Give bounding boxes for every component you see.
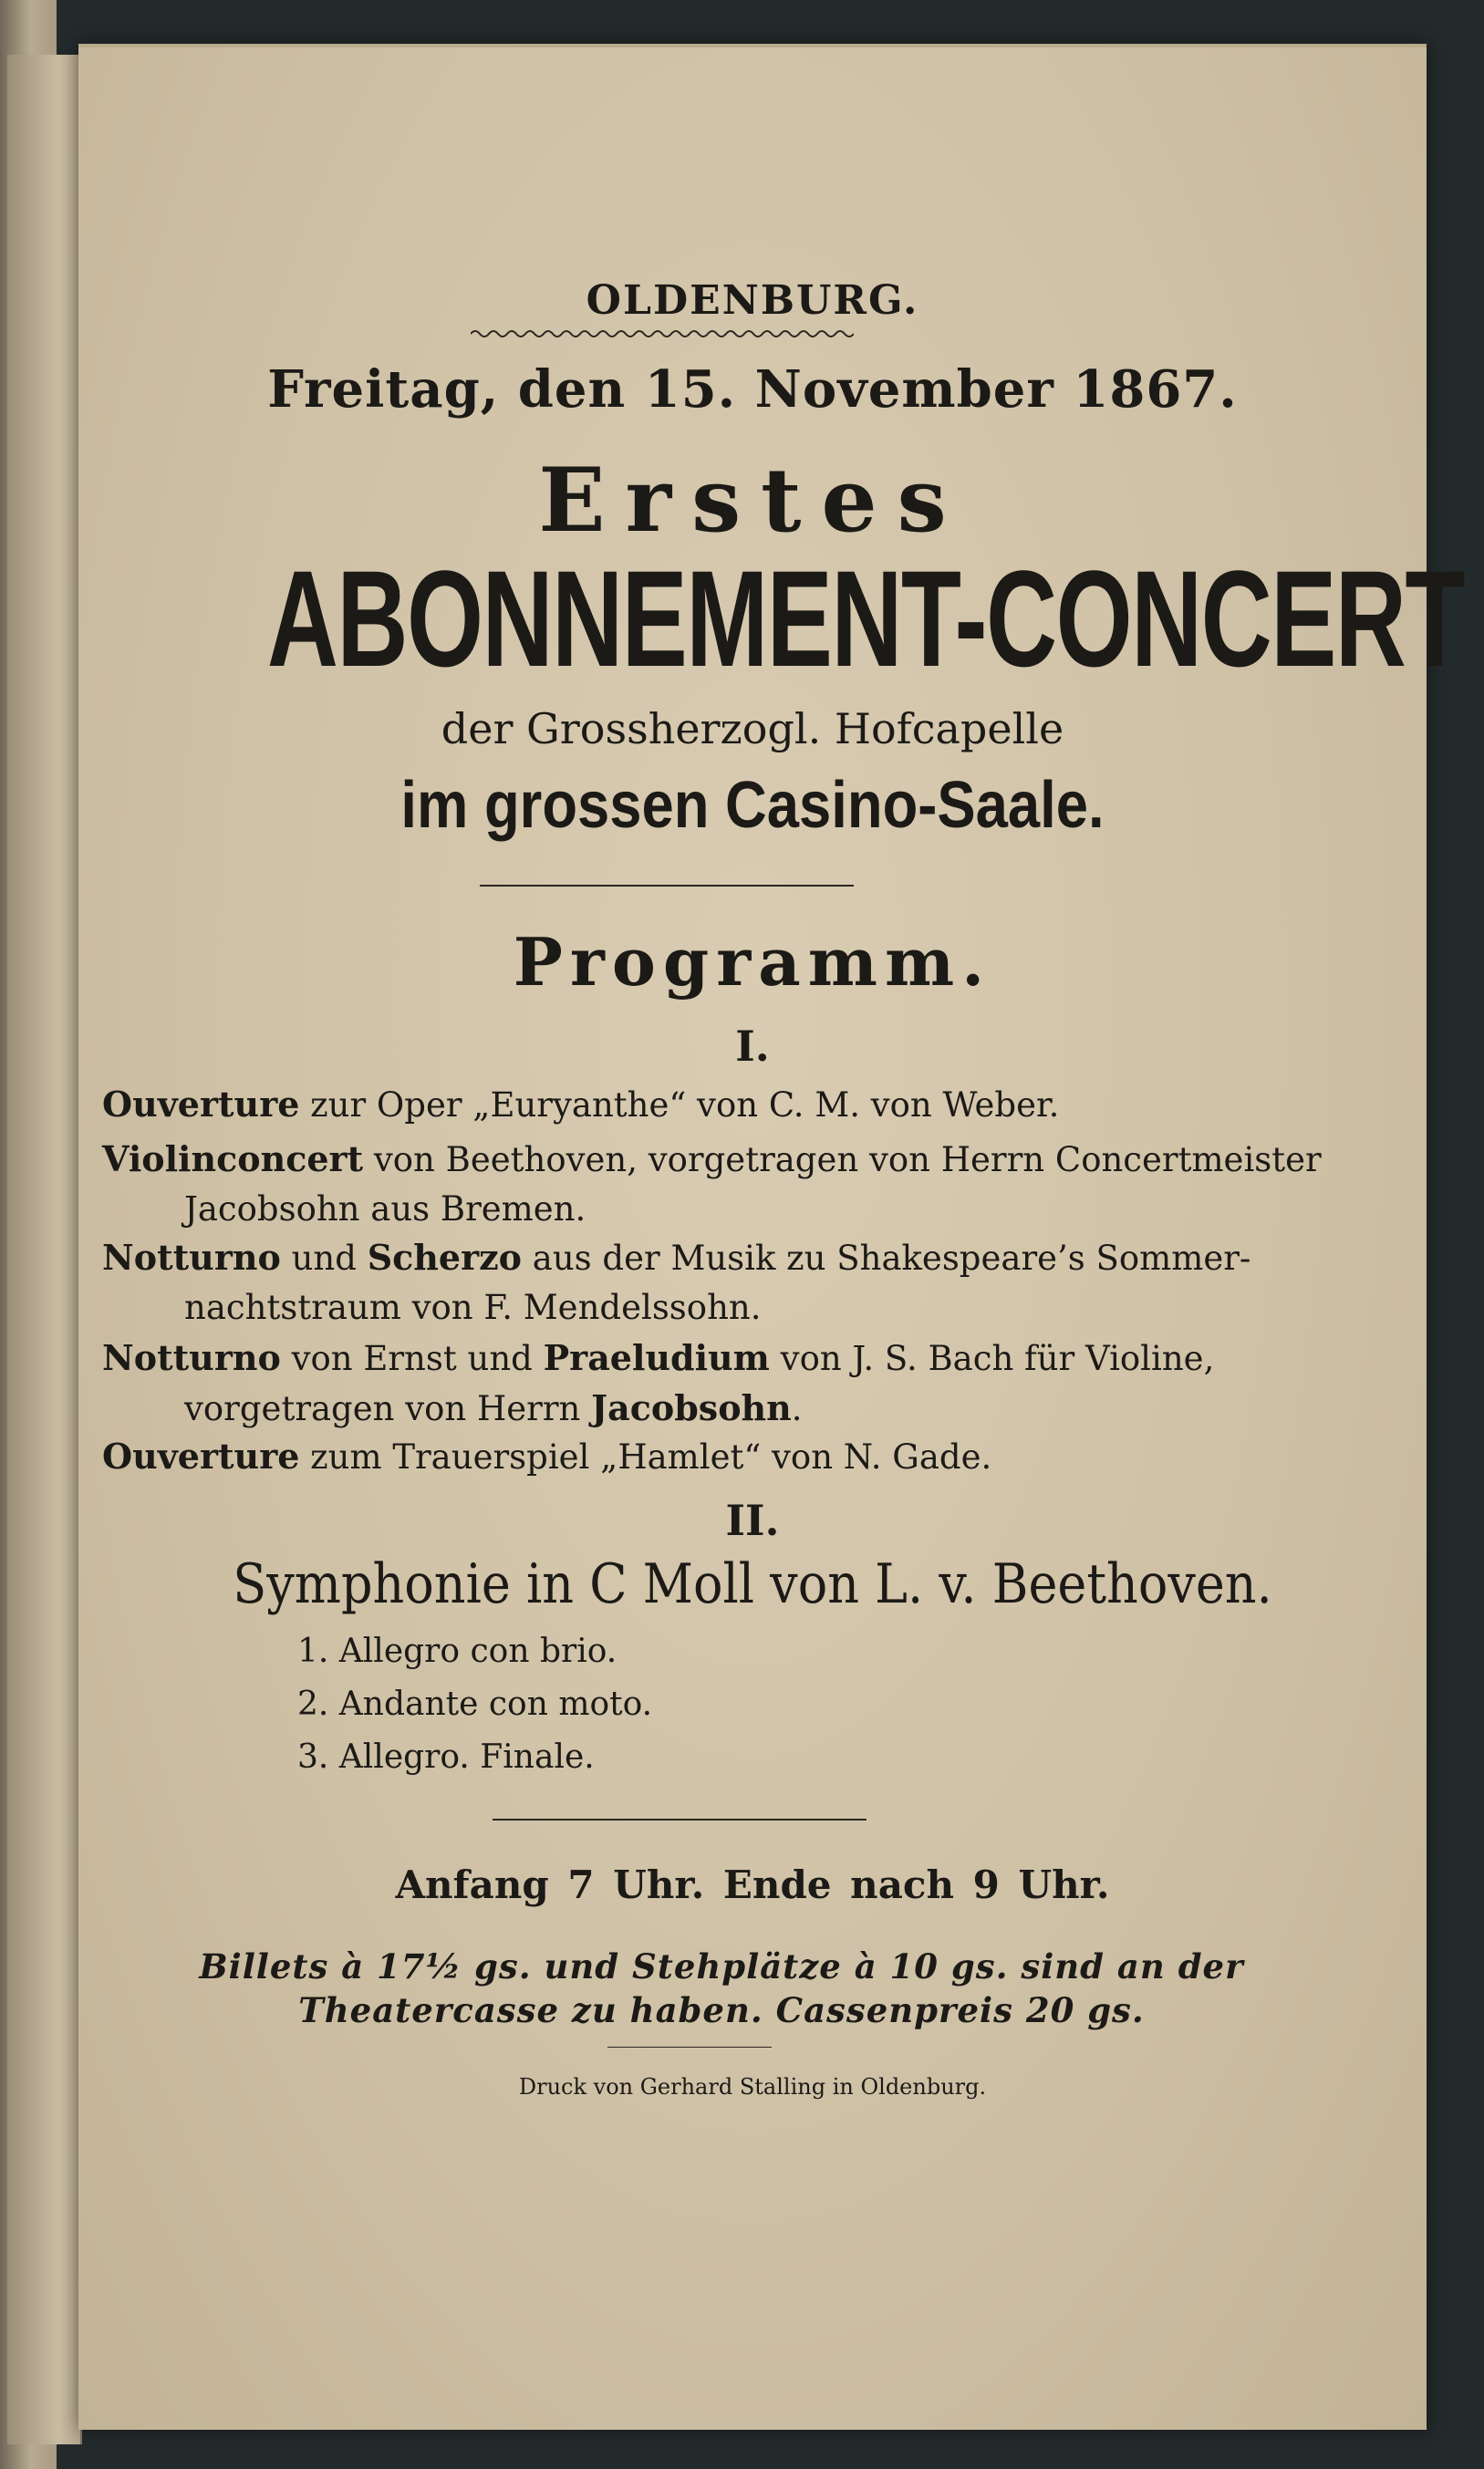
piece-title: Ouverture [102,1436,300,1477]
piece-title: Notturno [102,1237,281,1278]
printer-credit: Druck von Gerhard Stalling in Oldenburg. [518,2074,987,2100]
program-entry [102,1233,1279,1333]
piece-title-2: Praeludium [543,1337,770,1378]
piece-connector: von Ernst und [280,1339,544,1378]
symphony-title: Symphonie in C Moll von L. v. Beethoven. [233,1552,1272,1616]
orchestra-name: der Grossherzogl. Hofcapelle [441,704,1064,753]
program-entry [102,1432,1279,1482]
divider-rule [607,2047,772,2048]
piece-details: von Beethoven, vorgetragen von Herrn Concertmeister [363,1140,1322,1179]
piece-title: Violinconcert [102,1138,364,1179]
venue-name: im grossen Casino-Saale. [400,769,1105,842]
movement-item: 3. Allegro. Finale. [297,1738,595,1776]
performer-name: Jacobsohn [591,1387,792,1428]
piece-details-continued [102,1384,1279,1434]
piece-details-continued: Jacobsohn aus Bremen. [184,1189,586,1229]
program-entry [102,1333,1279,1434]
movement-item: 2. Andante con moto. [297,1686,653,1723]
piece-details: zum Trauerspiel „Hamlet“ von N. Gade. [299,1437,992,1477]
part-two-label: II. [725,1496,780,1545]
piece-connector: und [280,1239,368,1278]
city-heading: OLDENBURG. [586,277,919,324]
piece-details: zur Oper „Euryanthe“ von C. M. von Weber. [299,1085,1060,1125]
ticket-info: Billets à 17½ gs. und Stehplätze à 10 gs. sind an der Theatercasse zu haben. Cassenpreis 20 gs. [199,1946,1244,2030]
piece-title-2: Scherzo [367,1237,523,1278]
title-erstes: Erstes [538,449,967,552]
piece-details: aus der Musik zu Shakespeare’s Sommer- [522,1239,1251,1278]
program-entry [102,1080,1279,1130]
concert-date: Freitag, den 15. November 1867. [267,359,1238,420]
piece-details: von J. S. Bach für Violine, [769,1339,1215,1378]
movement-item: 1. Allegro con brio. [297,1633,617,1670]
piece-title: Notturno [102,1337,281,1378]
concert-program-page [78,44,1464,2430]
program-entry [102,1135,1322,1234]
wavy-underline [471,327,854,341]
divider-rule [493,1819,867,1821]
performer-prefix: vorgetragen von Herrn [184,1389,592,1428]
divider-rule [480,885,854,887]
program-heading: Programm. [513,923,992,1001]
part-one-label: I. [735,1022,770,1071]
piece-title: Ouverture [102,1084,300,1125]
title-abonnement-concert: ABONNEMENT-CONCERT [266,542,1464,695]
piece-details-continued: nachtstraum von F. Mendelssohn. [184,1288,762,1327]
performer-suffix: . [791,1389,803,1428]
concert-times: Anfang 7 Uhr. Ende nach 9 Uhr. [395,1862,1110,1907]
adjacent-page-edge [7,55,82,2444]
